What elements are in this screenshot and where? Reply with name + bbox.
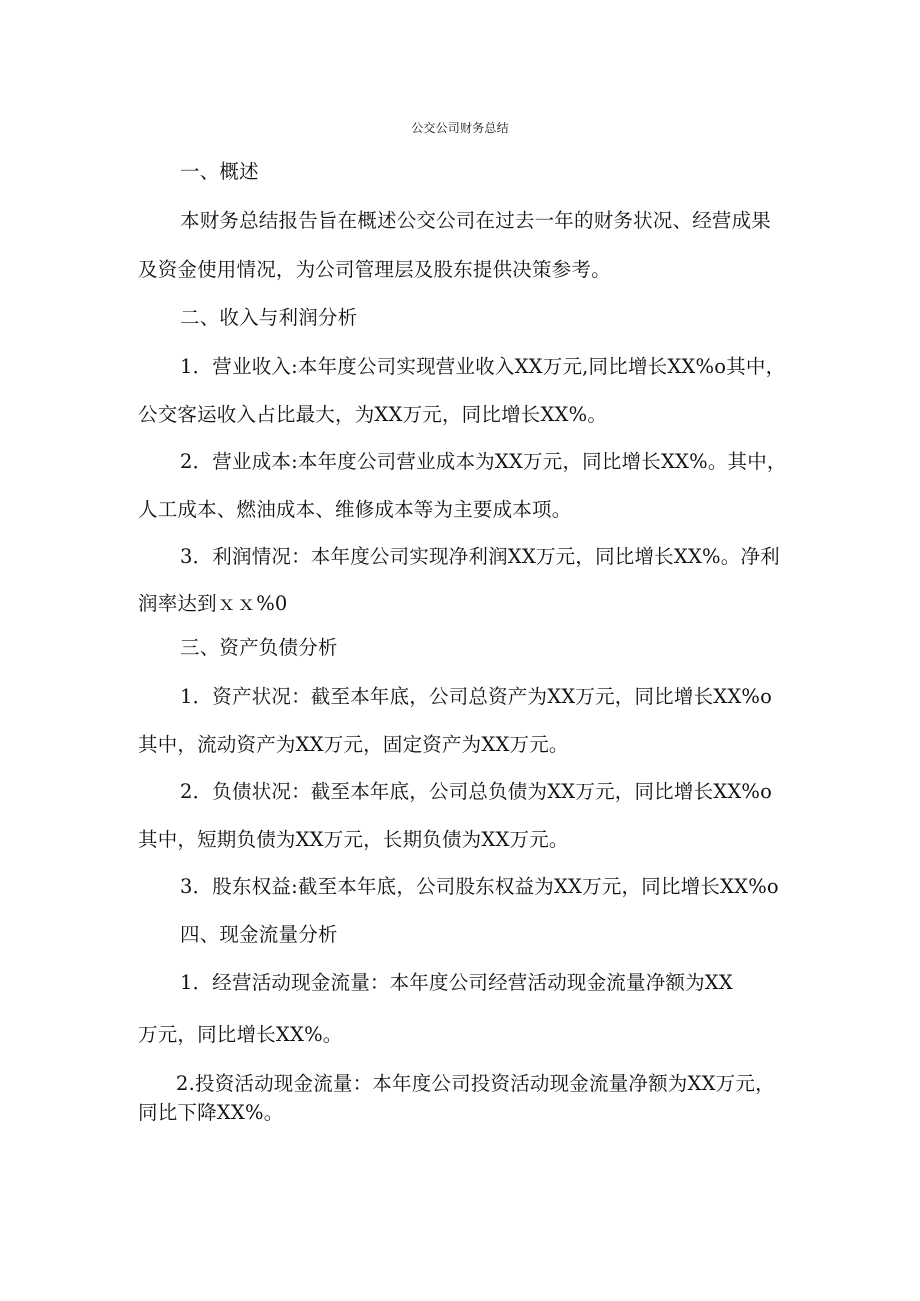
liabilities-paragraph-line-2: 其中，短期负债为XX万元，长期负债为XX万元。 — [138, 828, 569, 851]
section-3-heading: 三、资产负债分析 — [180, 636, 338, 659]
assets-paragraph-line-1: 1．资产状况：截至本年底，公司总资产为XX万元，同比增长XX%o — [180, 685, 773, 708]
document-title: 公交公司财务总结 — [411, 121, 509, 135]
section-1-heading: 一、概述 — [180, 160, 259, 183]
section-1-paragraph-line-1: 本财务总结报告旨在概述公交公司在过去一年的财务状况、经营成果 — [180, 209, 772, 232]
liabilities-paragraph-line-1: 2．负债状况：截至本年底，公司总负债为XX万元，同比增长XX%o — [180, 780, 773, 803]
investing-cashflow-paragraph-line-1: 2.投资活动现金流量：本年度公司投资活动现金流量净额为XX万元， — [176, 1072, 775, 1095]
operating-cashflow-paragraph-line-1: 1．经营活动现金流量：本年度公司经营活动现金流量净额为XX — [180, 971, 733, 994]
profit-paragraph-line-2: 润率达到ｘｘ%0 — [138, 592, 288, 615]
profit-paragraph-line-1: 3．利润情况：本年度公司实现净利润XX万元，同比增长XX%。净利 — [180, 545, 780, 568]
section-1-paragraph-line-2: 及资金使用情况，为公司管理层及股东提供决策参考。 — [138, 258, 611, 281]
cost-paragraph-line-2: 人工成本、燃油成本、维修成本等为主要成本项。 — [138, 498, 572, 521]
assets-paragraph-line-2: 其中，流动资产为XX万元，固定资产为XX万元。 — [138, 733, 569, 756]
section-4-heading: 四、现金流量分析 — [180, 923, 338, 946]
investing-cashflow-paragraph-line-2: 同比下降XX%。 — [138, 1101, 284, 1124]
revenue-paragraph-line-2: 公交客运收入占比最大，为XX万元，同比增长XX%。 — [138, 403, 608, 426]
section-2-heading: 二、收入与利润分析 — [180, 306, 358, 329]
equity-paragraph-line-1: 3．股东权益:截至本年底，公司股东权益为XX万元，同比增长XX%o — [180, 875, 779, 898]
operating-cashflow-paragraph-line-2: 万元，同比增长XX%。 — [138, 1023, 343, 1046]
revenue-paragraph-line-1: 1．营业收入:本年度公司实现营业收入XX万元,同比增长XX%o其中， — [180, 355, 786, 378]
cost-paragraph-line-1: 2．营业成本:本年度公司营业成本为XX万元，同比增长XX%。其中， — [180, 450, 787, 473]
